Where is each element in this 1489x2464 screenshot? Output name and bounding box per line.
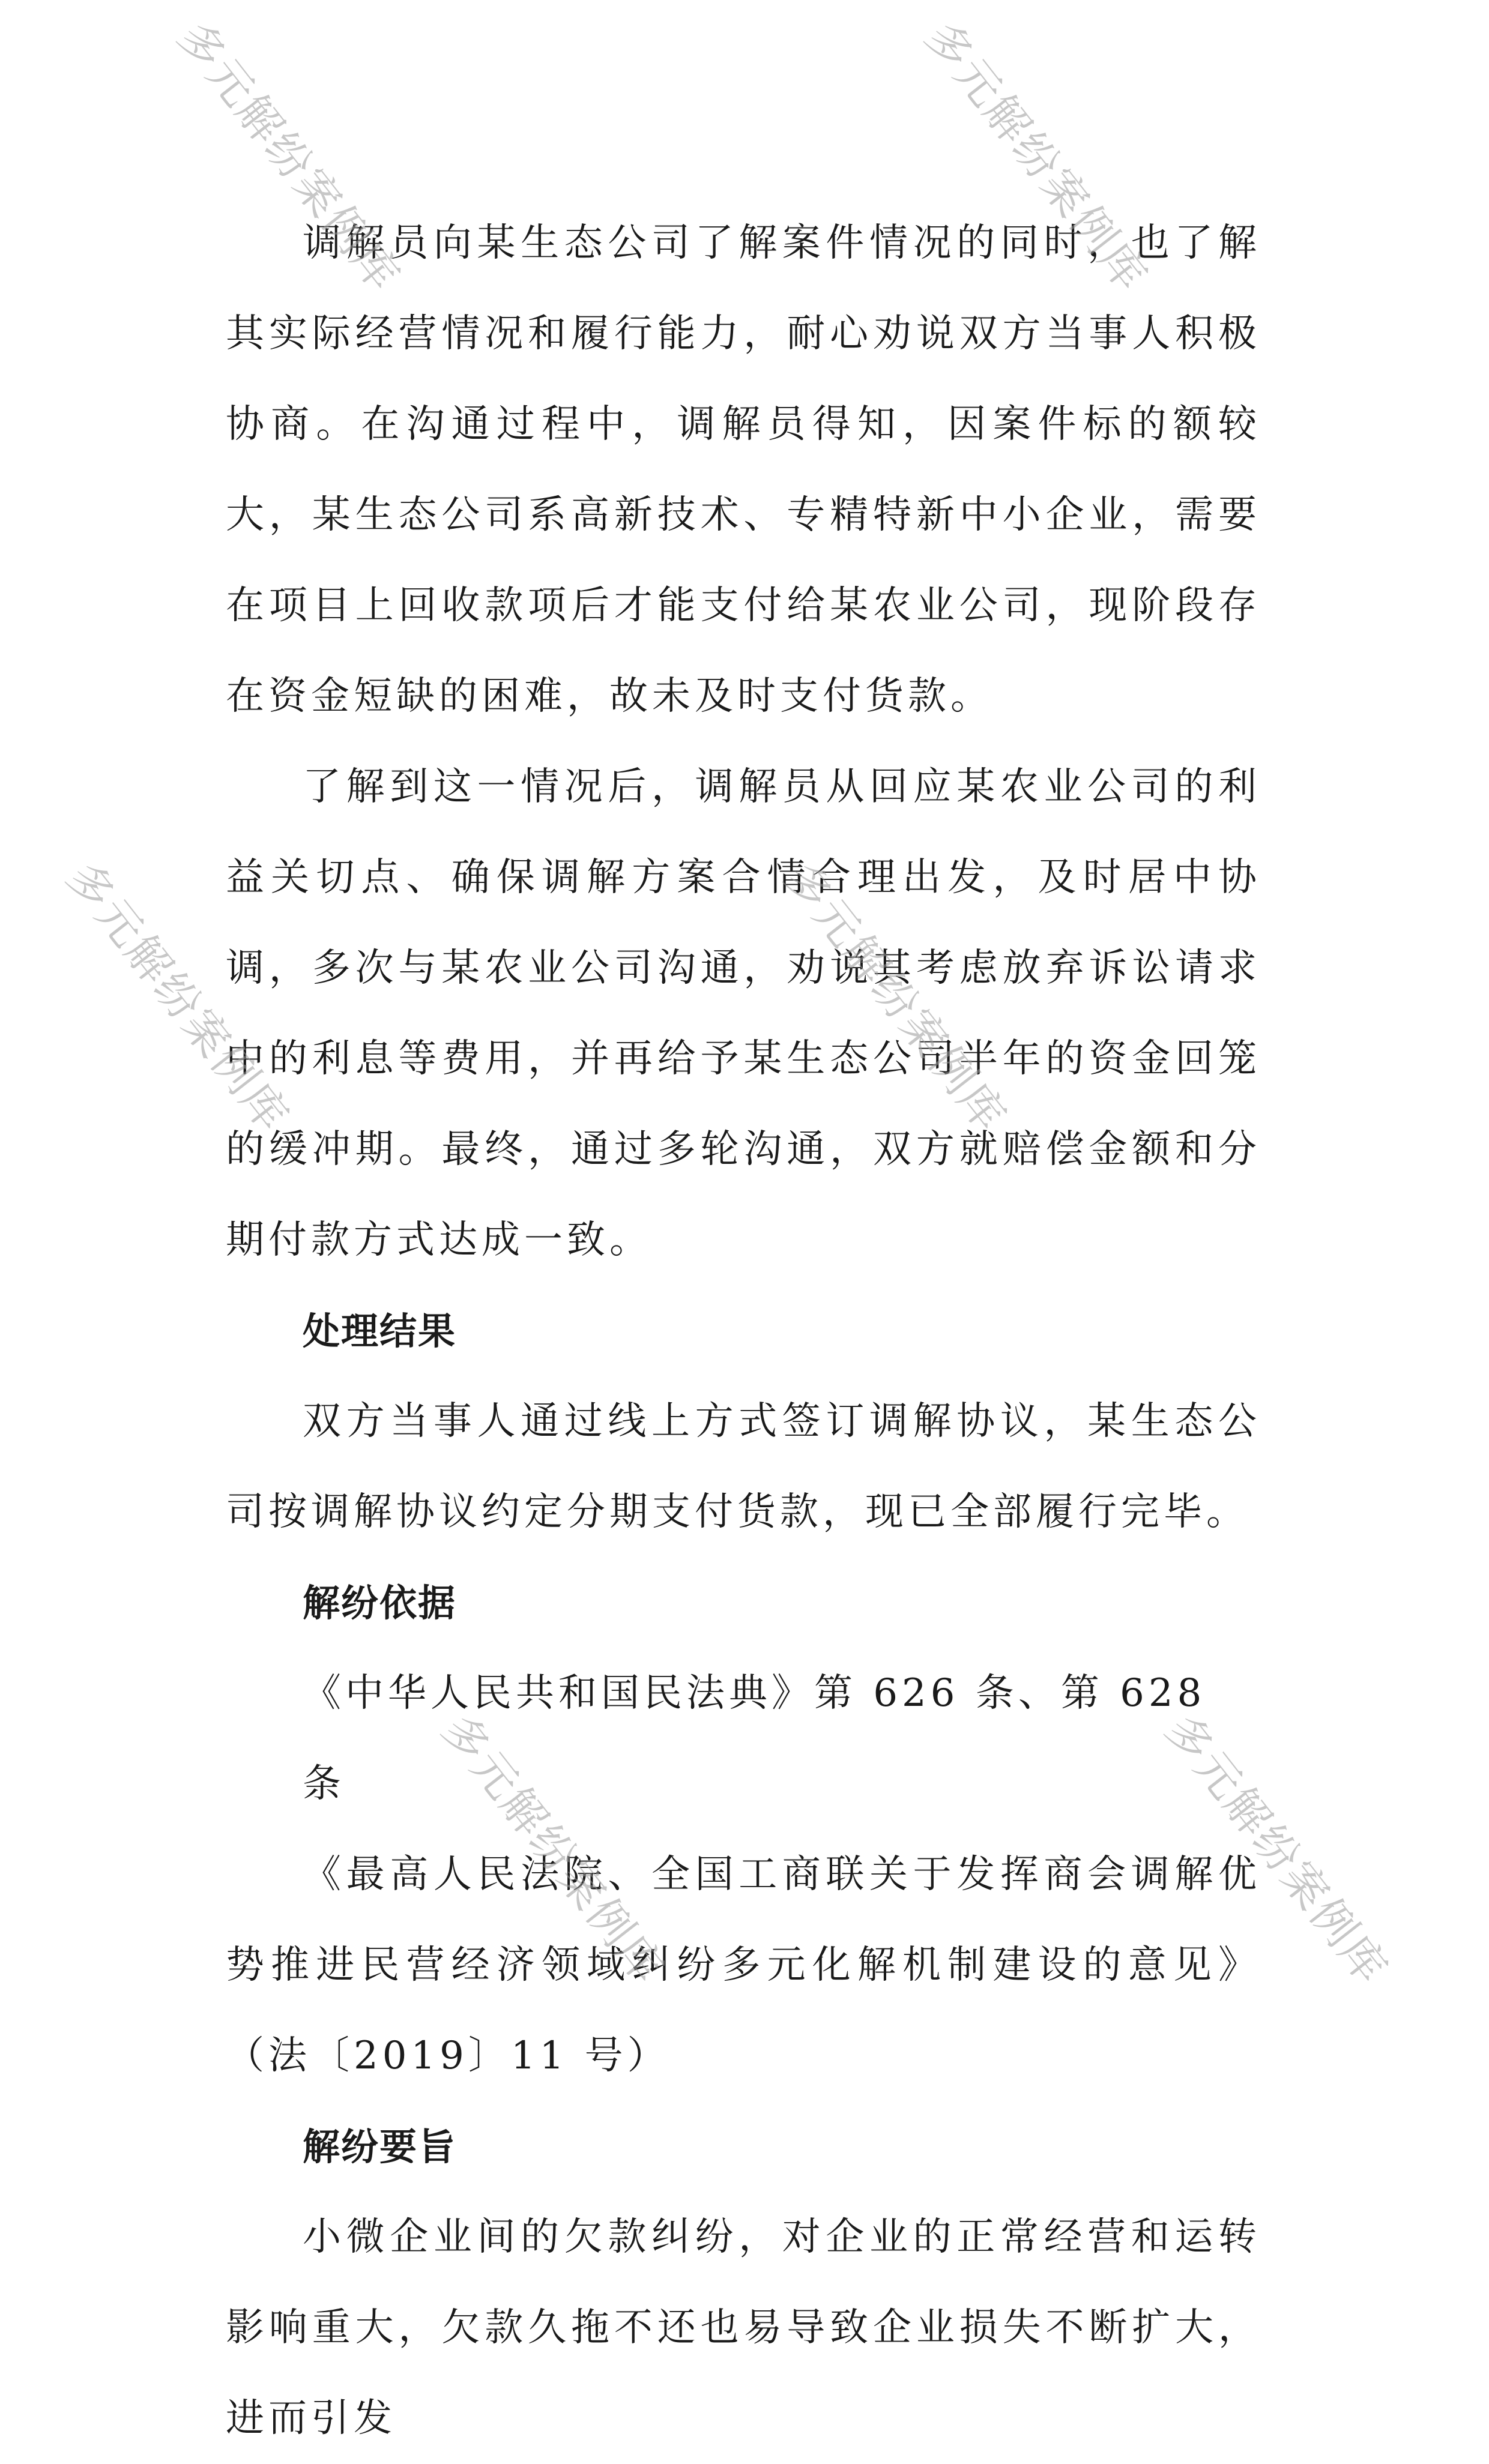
body-paragraph-1: 调解员向某生态公司了解案件情况的同时，也了解其实际经营情况和履行能力，耐心劝说双方当事人积极协商。在沟通过程中，调解员得知，因案件标的额较大，某生态公司系高新技术、专精特新中小企业，需要在项目上回收款项后才能支付给某农业公司，现阶段存在资金短缺的困难，故未及时支付货款。 — [226, 221, 1261, 718]
basis-item-1: 《中华人民共和国民法典》第 626 条、第 628 条 — [303, 1671, 1206, 1806]
document-content — [226, 198, 1261, 2464]
watermark: 多元解纷案例库 — [1155, 1704, 1398, 1995]
body-paragraph-2: 了解到这一情况后，调解员从回应某农业公司的利益关切点、确保调解方案合情合理出发，及时居中协调，多次与某农业公司沟通，劝说其考虑放弃诉讼请求中的利息等费用，并再给予某生态公司半年的资金回笼的缓冲期。最终，通过多轮沟通，双方就赔偿金额和分期付款方式达成一致。 — [226, 765, 1261, 1262]
watermark: 多元解纷案例库 — [56, 852, 300, 1143]
section-heading-result: 处理结果 — [303, 1309, 457, 1353]
essentials-paragraph: 小微企业间的欠款纠纷，对企业的正常经营和运转影响重大，欠款久拖不还也易导致企业损失不断扩大，进而引发 — [226, 2215, 1261, 2441]
watermark: 多元解纷案例库 — [168, 11, 411, 303]
watermark: 多元解纷案例库 — [432, 1704, 675, 1995]
section-heading-basis: 解纷依据 — [303, 1581, 457, 1625]
watermark: 多元解纷案例库 — [915, 11, 1158, 303]
watermark: 多元解纷案例库 — [774, 852, 1017, 1143]
section-heading-essentials: 解纷要旨 — [303, 2125, 457, 2169]
result-paragraph: 双方当事人通过线上方式签订调解协议，某生态公司按调解协议约定分期支付货款，现已全部履行完毕。 — [226, 1399, 1261, 1534]
basis-item-2: 《最高人民法院、全国工商联关于发挥商会调解优势推进民营经济领域纠纷多元化解机制建设的意见》（法〔2019〕11 号） — [226, 1852, 1261, 2078]
